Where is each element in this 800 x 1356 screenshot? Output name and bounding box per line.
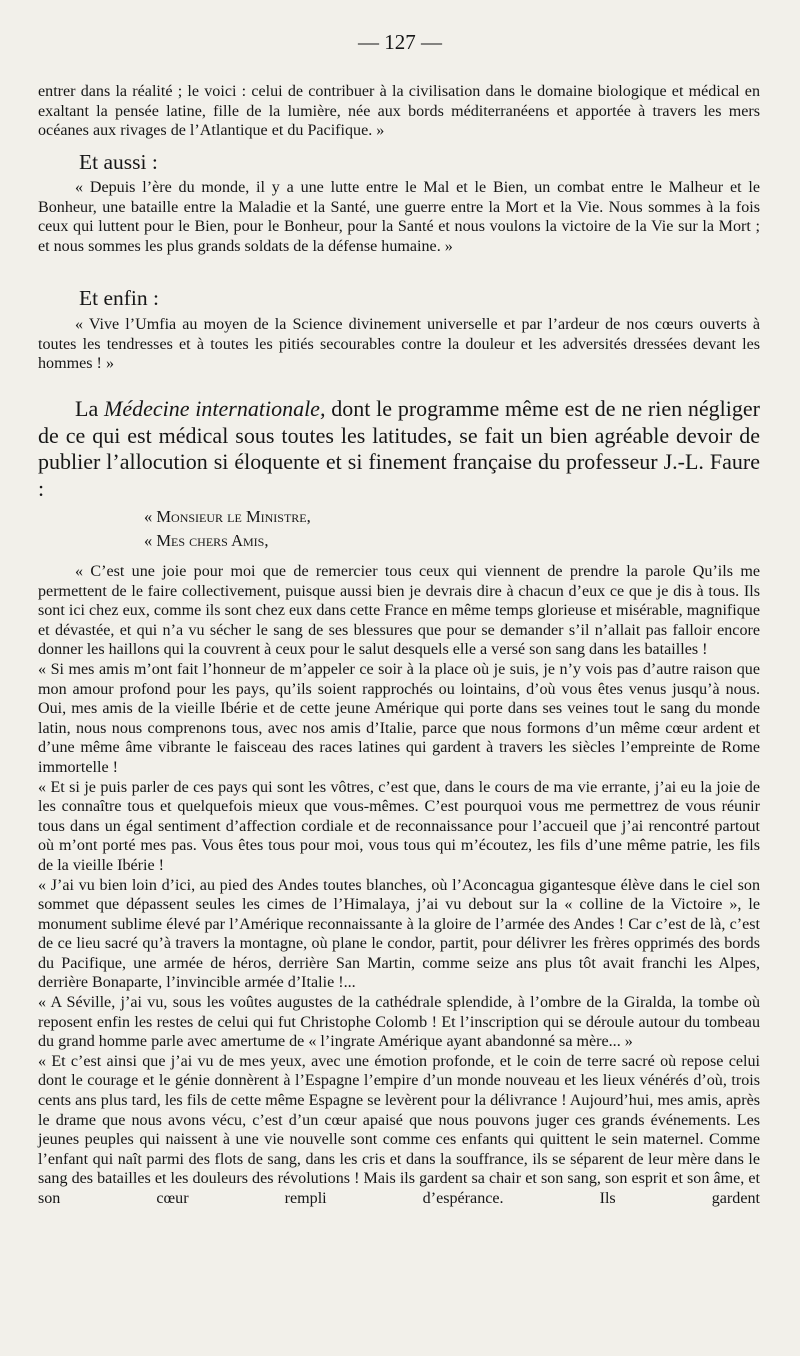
heading-et-enfin: Et enfin : [79, 286, 160, 310]
lead-paragraph [38, 396, 760, 502]
speech-paragraph-3: « Et si je puis parler de ces pays qui sont les vôtres, c’est que, dans le cours de ma vie errante, j’ai eu la joie de les connaître tous et quelquefois mieux que vous-mêmes. C’est pourquoi vous me permettrez de vous réunir tous dans un égal sentiment d’affection cordiale et de reconnaissance pour l’accueil que j’ai rencontré partout où m’ont porté mes pas. Vous êtes tous pour moi, vous tous qui m’écoutez, les fils d’une même patrie, les fils de la vieille Ibérie ! [38, 778, 760, 874]
quote-aussi-block [38, 178, 760, 256]
speech-paragraph-6: « Et c’est ainsi que j’ai vu de mes yeux, avec une émotion profonde, et le coin de terre sacré où repose celui dont le courage et le génie donnèrent à l’Espagne l’empire d’un monde nouveau et les lieux vénérés d’où, trois cents ans plus tard, les fils de cette même Espagne se levèrent pour la délivrance ! Aujourd’hui, mes amis, après le drame que nous avons vécu, c’est d’un cœur apaisé que nous pouvons juger ces grands événements. Les jeunes peuples qui naissent à une vie nouvelle sont comme ces enfants qui quittent le sein maternel. Comme l’enfant qui naît parmi des flots de sang, dans les cris et dans la souffrance, ils se séparent de leur mère dans le sang des batailles et les douleurs des révolutions ! Mais ils gardent sa chair et son sang, son esprit et son âme, et son cœur rempli d’espérance. Ils gardent [38, 1052, 760, 1207]
speech-block [38, 562, 760, 1228]
journal-title: Médecine internationale, [104, 396, 326, 421]
lead-after: dont le programme même est de ne rien négliger de ce qui est médical sous toutes les latitudes, se fait un bien agréable devoir de publier l’allocution si éloquente et si finement française du professeur J.-L. Faure : [38, 396, 760, 501]
lead-paragraph-block [38, 396, 760, 502]
heading-et-aussi: Et aussi : [79, 150, 158, 174]
salutation-friends: « Mes chers Amis, [144, 531, 269, 550]
intro-paragraph-block [38, 82, 760, 141]
speech-paragraph-1: « C’est une joie pour moi que de remercier tous ceux qui viennent de prendre la parole Qu’ils me permettent de le faire collectivement, puisque aussi bien je devrais dire à chacun d’eux ce que je dis à tous. Ils sont ici chez eux, comme ils sont chez eux dans cette France en même temps glorieuse et misérable, magnifique et dévastée, et qui n’a vu sécher le sang de ses blessures que pour se demander s’il n’allait pas falloir encore donner les haillons qui la couvrent à ceux pour le salut desquels elle a versé son sang dans les batailles ! [38, 563, 760, 659]
salutation-minister: « Monsieur le Ministre, [144, 507, 311, 526]
quote-aussi: « Depuis l’ère du monde, il y a une lutte entre le Mal et le Bien, un combat entre le Malheur et le Bonheur, une bataille entre la Maladie et la Santé, une guerre entre la Mort et la Vie. Nous sommes à la fois ceux qui luttent pour le Bien, pour le Bonheur, pour la Santé et nous voulons la victoire de la Vie sur la Mort ; et nous sommes les plus grands soldats de la défense humaine. » [38, 179, 760, 255]
speech-paragraph-4: « J’ai vu bien loin d’ici, au pied des Andes toutes blanches, où l’Aconcagua gigantesque élève dans le ciel son sommet que dépassent seules les cimes de l’Himalaya, j’ai vu debout sur la « colline de la Victoire », le monument sublime élevé par l’Amérique reconnaissante à la gloire de l’armée des Andes ! Car c’est de là, c’est de ce lieu sacré qu’à travers la montagne, où plane le condor, partit, pour délivrer les frères opprimés des bords du Pacifique, une armée de héros, derrière San Martin, comme seize ans plus tôt avait franchi les Alpes, derrière Bonaparte, l’invincible armée d’Italie !... [38, 876, 760, 992]
quote-enfin: « Vive l’Umfia au moyen de la Science divinement universelle et par l’ardeur de nos cœurs ouverts à toutes les tendresses et à toutes les pitiés secourables contre la douleur et les adversités dressées devant les hommes ! » [38, 316, 760, 373]
page-number: — 127 — [358, 30, 442, 54]
salutations [144, 505, 311, 553]
speech-paragraph-2: « Si mes amis m’ont fait l’honneur de m’appeler ce soir à la place où je suis, je n’y vois pas d’autre raison que mon amour profond pour les pays, qu’ils soient rapprochés ou lointains, d’où vous êtes venus jusqu’à nous. Oui, mes amis de la vieille Ibérie et de cette jeune Amérique qui porte dans ses veines tout le sang du monde latin, nous nous comprenons tous, avec nos amis d’Italie, parce que nous formons d’un même cœur ardent et d’une même âme vibrante le faisceau des races latines qui gardent à travers les siècles l’empreinte de Rome immortelle ! [38, 660, 760, 776]
speech-paragraph-5: « A Séville, j’ai vu, sous les voûtes augustes de la cathédrale splendide, à l’ombre de la Giralda, la tombe où reposent enfin les restes de celui qui fut Christophe Colomb ! Et l’inscription qui se déroule autour du tombeau du grand homme parle avec amertume de « l’ingrate Amérique ayant abandonné sa mère... » [38, 994, 760, 1051]
intro-paragraph: entrer dans la réalité ; le voici : celui de contribuer à la civilisation dans le domaine biologique et médical en exaltant la pensée latine, fille de la lumière, née aux bords méditerranéens et apportée à travers les mers océanes aux rivages de l’Atlantique et du Pacifique. » [38, 83, 760, 140]
quote-enfin-block [38, 315, 760, 374]
lead-before: La [75, 396, 104, 421]
